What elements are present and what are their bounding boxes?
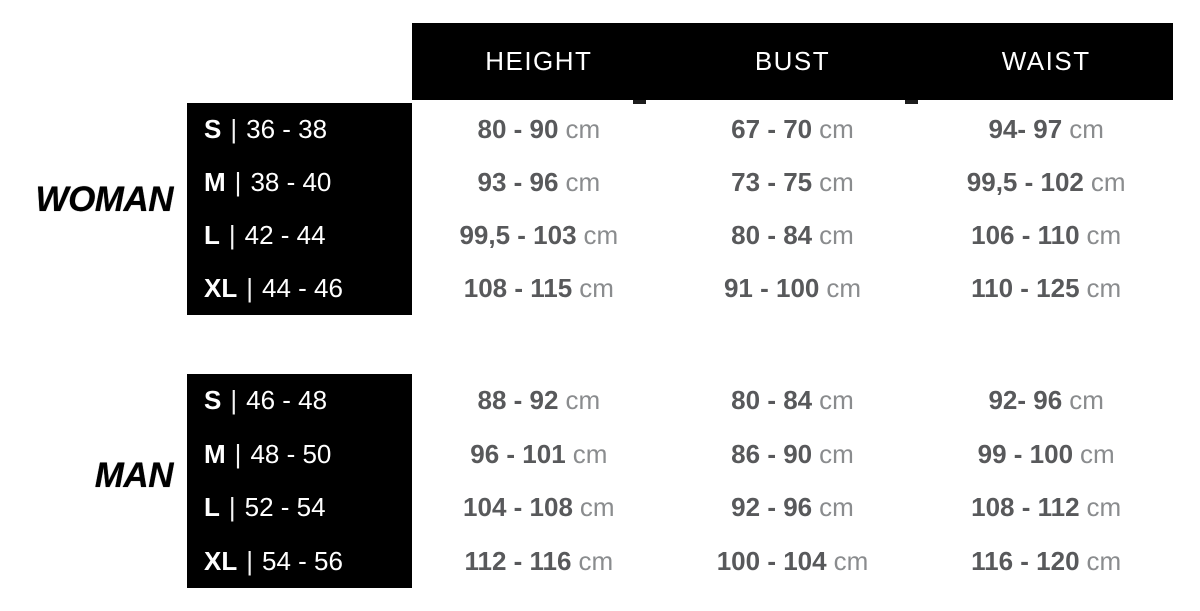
size-range: 54 - 56	[262, 545, 343, 576]
cell-man-m-waist	[919, 428, 1173, 482]
measurement-unit: cm	[579, 273, 614, 303]
measurement-unit: cm	[579, 492, 615, 523]
measurement-unit: cm	[826, 273, 862, 303]
measurement-value: 67 - 70	[731, 114, 813, 144]
cell-woman-l-height	[412, 209, 666, 262]
measurement-value: 99 - 100	[977, 438, 1074, 469]
column-header-height: HEIGHT	[485, 46, 593, 76]
measurement-value: 116 - 120	[971, 545, 1080, 576]
size-row-woman-xl	[187, 262, 412, 315]
size-separator: |	[234, 167, 242, 197]
measurement-value: 80 - 84	[731, 385, 813, 416]
size-row-woman-m	[187, 156, 412, 209]
cell-woman-xl-waist	[919, 262, 1173, 315]
cell-woman-l-waist	[919, 209, 1173, 262]
measurement-unit: cm	[819, 114, 854, 144]
group-label-man: MAN	[94, 456, 173, 495]
cell-woman-m-waist	[919, 156, 1173, 209]
size-separator: |	[230, 114, 238, 144]
size-range: 46 - 48	[246, 385, 328, 416]
cell-man-xl-height	[412, 535, 666, 589]
measurement-unit: cm	[819, 220, 854, 250]
cell-man-l-height	[412, 481, 666, 535]
measurement-unit: cm	[1069, 385, 1104, 416]
measurement-value: 86 - 90	[731, 438, 813, 469]
measurement-value: 106 - 110	[971, 220, 1080, 250]
column-header-waist: WAIST	[1001, 46, 1091, 76]
size-letter: XL	[204, 273, 238, 303]
measurement-unit: cm	[1086, 545, 1122, 576]
measurement-unit: cm	[1086, 273, 1122, 303]
size-range: 48 - 50	[250, 438, 332, 469]
measurement-unit: cm	[1086, 220, 1122, 250]
cell-man-s-height	[412, 374, 666, 428]
size-letter: M	[204, 167, 226, 197]
size-letter: S	[204, 114, 222, 144]
cell-woman-m-bust	[666, 156, 920, 209]
size-row-man-m	[187, 428, 412, 482]
cell-man-s-waist	[919, 374, 1173, 428]
size-letter: S	[204, 385, 222, 416]
measurement-unit: cm	[565, 114, 601, 144]
measurement-unit: cm	[1080, 438, 1115, 469]
cell-woman-l-bust	[666, 209, 920, 262]
measurement-value: 110 - 125	[971, 273, 1080, 303]
cell-man-m-height	[412, 428, 666, 482]
measurements-woman	[412, 103, 1173, 315]
size-letter: M	[204, 438, 226, 469]
cell-man-s-bust	[666, 374, 920, 428]
measurement-unit: cm	[819, 385, 854, 416]
measurement-unit: cm	[819, 492, 854, 523]
column-header-bust: BUST	[754, 46, 831, 76]
cell-woman-s-height	[412, 103, 666, 156]
size-row-man-xl	[187, 535, 412, 589]
size-separator: |	[228, 492, 236, 523]
measurement-value: 112 - 116	[464, 545, 572, 576]
size-separator: |	[228, 220, 236, 250]
cell-woman-s-bust	[666, 103, 920, 156]
size-row-woman-s	[187, 103, 412, 156]
cell-woman-xl-height	[412, 262, 666, 315]
cell-man-l-waist	[919, 481, 1173, 535]
measurement-unit: cm	[565, 167, 601, 197]
group-label-woman: WOMAN	[35, 180, 173, 219]
measurement-unit: cm	[833, 545, 869, 576]
cell-woman-m-height	[412, 156, 666, 209]
measurement-value: 93 - 96	[477, 167, 559, 197]
cell-woman-xl-bust	[666, 262, 920, 315]
size-range: 42 - 44	[244, 220, 326, 250]
cell-man-xl-bust	[666, 535, 920, 589]
size-letter: L	[204, 492, 220, 523]
cell-man-m-bust	[666, 428, 920, 482]
measurement-unit: cm	[565, 385, 601, 416]
size-letter: L	[204, 220, 220, 250]
size-box-woman	[187, 103, 412, 315]
measurement-value: 99,5 - 103	[459, 220, 577, 250]
cell-woman-s-waist	[919, 103, 1173, 156]
measurement-value: 80 - 90	[477, 114, 559, 144]
measurement-unit: cm	[583, 220, 619, 250]
size-separator: |	[246, 273, 253, 303]
measurement-value: 91 - 100	[723, 273, 820, 303]
size-row-man-l	[187, 481, 412, 535]
measurement-unit: cm	[572, 438, 608, 469]
measurement-value: 88 - 92	[477, 385, 559, 416]
measurement-unit: cm	[819, 167, 854, 197]
measurement-unit: cm	[578, 545, 614, 576]
cell-man-xl-waist	[919, 535, 1173, 589]
measurement-unit: cm	[819, 438, 854, 469]
size-row-man-s	[187, 374, 412, 428]
size-separator: |	[234, 438, 242, 469]
size-row-woman-l	[187, 209, 412, 262]
measurement-value: 104 - 108	[463, 492, 573, 523]
size-range: 36 - 38	[246, 114, 328, 144]
measurements-man	[412, 374, 1173, 588]
size-separator: |	[230, 385, 238, 416]
table-header-bar	[412, 23, 1173, 100]
cell-man-l-bust	[666, 481, 920, 535]
measurement-value: 108 - 112	[971, 492, 1080, 523]
size-box-man	[187, 374, 412, 588]
measurement-value: 99,5 - 102	[966, 167, 1084, 197]
size-letter: XL	[204, 545, 238, 576]
size-range: 44 - 46	[262, 273, 343, 303]
measurement-unit: cm	[1086, 492, 1122, 523]
measurement-unit: cm	[1069, 114, 1104, 144]
measurement-value: 96 - 101	[470, 438, 566, 469]
measurement-value: 80 - 84	[731, 220, 813, 250]
measurement-value: 73 - 75	[731, 167, 813, 197]
measurement-value: 94- 97	[988, 114, 1063, 144]
measurement-value: 108 - 115	[463, 273, 573, 303]
size-separator: |	[246, 545, 253, 576]
measurement-unit: cm	[1090, 167, 1126, 197]
measurement-value: 92 - 96	[731, 492, 813, 523]
size-range: 52 - 54	[244, 492, 326, 523]
measurement-value: 100 - 104	[716, 545, 827, 576]
size-range: 38 - 40	[250, 167, 332, 197]
measurement-value: 92- 96	[988, 385, 1063, 416]
